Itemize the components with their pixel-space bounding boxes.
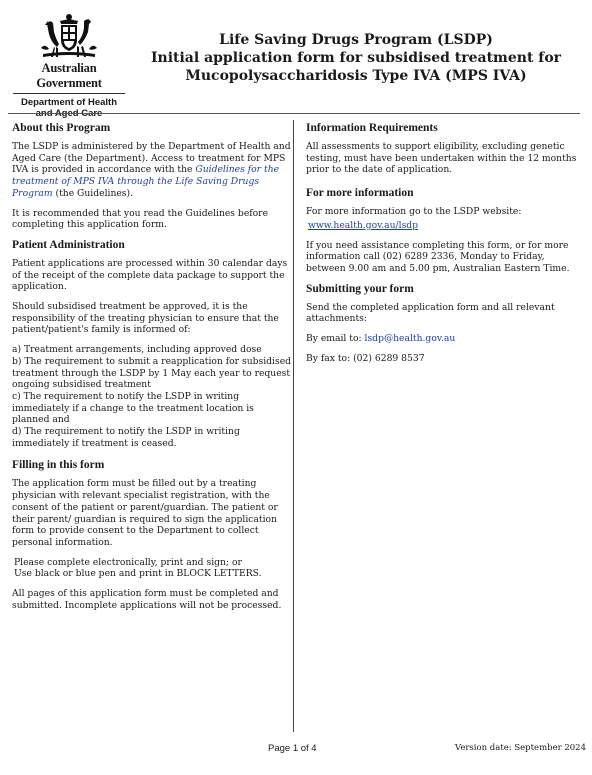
government-name: Australian Government xyxy=(36,61,102,90)
info-requirements-heading: Information Requirements xyxy=(306,122,438,134)
government-logo xyxy=(10,12,128,119)
header-divider xyxy=(8,113,580,114)
right-column xyxy=(306,122,582,372)
left-column xyxy=(12,122,292,620)
more-info-heading: For more information xyxy=(306,187,414,200)
version-date: Version date: September 2024 xyxy=(454,743,586,753)
fax-number: (02) 6289 8537 xyxy=(353,352,425,364)
list-item: c) The requirement to notify the LSDP in writing immediately if a change to the treatment location is planned and xyxy=(12,390,254,426)
page-number: Page 1 of 4 xyxy=(268,743,317,754)
email-label: By email to: xyxy=(306,333,365,345)
patient-admin-paragraph-2: Should subsidised treatment be approved, it is the responsibility of the treating physician to ensure that the patient/patient's family is informed of: xyxy=(12,301,279,336)
website-line xyxy=(306,220,582,232)
filling-heading: Filling in this form xyxy=(12,459,105,472)
patient-admin-heading: Patient Administration xyxy=(12,238,125,251)
title-line-2: Initial application form for subsidised treatment for xyxy=(150,50,562,66)
department-name-line1: Department of Health xyxy=(20,97,118,108)
info-requirements-paragraph: All assessments to support eligibility, excluding genetic testing, must have been undertaken within the 12 months prior to the date of application. xyxy=(306,141,577,176)
about-paragraph-2: It is recommended that you read the Guidelines before completing this application form. xyxy=(12,207,269,231)
list-item: d) The requirement to notify the LSDP in writing immediately if treatment is ceased. xyxy=(12,426,240,449)
logo-divider xyxy=(13,93,125,94)
patient-admin-paragraph-1: Patient applications are processed within 30 calendar days of the receipt of the complete data package to support the application. xyxy=(12,257,288,293)
filling-paragraph-1: The application form must be filled out by a treating physician with relevant specialist registration, with the consent of the patient or parent/guardian. The patient or their parent/ guardian is required to sign the application form to provide consent to the Department to collect personal information. xyxy=(12,478,278,548)
more-info-paragraph-1 xyxy=(306,206,582,218)
document-title xyxy=(140,32,572,85)
more-info-p1-text: For more information go to the LSDP website: xyxy=(306,206,522,218)
guidelines-link[interactable]: Guidelines for the treatment of MPS IVA through the Life Saving Drugs Program xyxy=(12,164,280,199)
website-link[interactable]: www.health.gov.au/lsdp xyxy=(308,219,419,231)
coat-of-arms-icon xyxy=(39,12,99,60)
title-line-3: Mucopolysaccharidosis Type IVA (MPS IVA) xyxy=(185,68,527,84)
about-heading: About this Program xyxy=(12,122,111,134)
fax-line xyxy=(306,353,582,365)
email-line xyxy=(306,333,582,345)
list-item: b) The requirement to submit a reapplication for subsidised treatment through the LSDP by 1 May each year to request ongoing subsidised treatment xyxy=(12,355,292,391)
patient-admin-list xyxy=(12,344,292,449)
instruction-line-1: Please complete electronically, print and sign; or xyxy=(14,556,242,568)
filling-paragraph-2: All pages of this application form must be completed and submitted. Incomplete applications will not be processed. xyxy=(12,588,282,611)
about-p1-tail: (the Guidelines). xyxy=(52,187,134,199)
more-info-paragraph-2: If you need assistance completing this form, or for more information call (02) 6289 2336, Monday to Friday, between 9.00 am and 5.00 pm, Australian Eastern Time. xyxy=(306,239,570,274)
about-paragraph-1 xyxy=(12,141,292,200)
column-divider xyxy=(293,120,294,732)
page-header xyxy=(0,0,592,115)
fax-label: By fax to: xyxy=(306,352,354,364)
submitting-paragraph: Send the completed application form and all relevant attachments: xyxy=(306,301,555,325)
email-link[interactable]: lsdp@health.gov.au xyxy=(364,333,456,345)
filling-instructions xyxy=(14,557,292,580)
about-p1-text: The LSDP is administered by the Department of Health and Aged Care (the Department). Access to treatment for MPS IVA is provided in accordance with the xyxy=(12,141,291,176)
list-item: a) Treatment arrangements, including approved dose xyxy=(12,344,262,356)
submitting-heading: Submitting your form xyxy=(306,282,414,295)
title-line-1: Life Saving Drugs Program (LSDP) xyxy=(219,32,493,48)
instruction-line-2: Use black or blue pen and print in BLOCK LETTERS. xyxy=(14,568,262,580)
